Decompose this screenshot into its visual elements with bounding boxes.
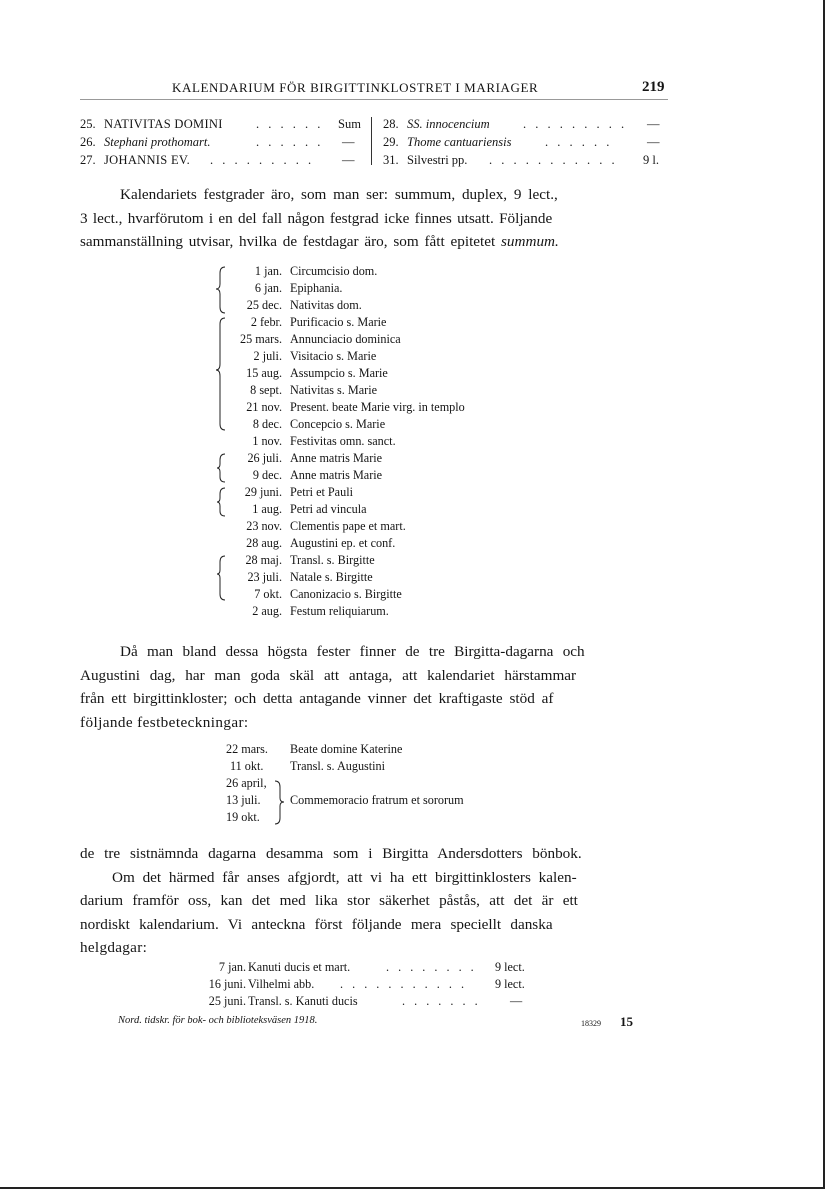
feast-name: Transl. s. Kanuti ducis <box>248 994 358 1008</box>
feast-grade: — <box>647 135 660 149</box>
feast-grade: Sum <box>338 117 361 131</box>
feast-date: 2 febr. <box>250 315 282 329</box>
feast-name: Annunciacio dominica <box>290 332 401 346</box>
day-number: 28. <box>383 117 399 131</box>
text-line: Augustini dag, har man goda skäl att antaga, att kalendariet härstammar <box>80 666 577 684</box>
feast-date: 23 juli. <box>247 570 282 584</box>
feast-date: 28 aug. <box>246 536 282 550</box>
feast-name: Festum reliquiarum. <box>290 604 389 618</box>
page-number: 219 <box>642 79 665 95</box>
feast-name: Anne matris Marie <box>290 451 383 465</box>
leader-dots: . . . . . . <box>545 135 613 149</box>
text-line: Om det härmed får anses afgjordt, att vi ha ett birgittinklosters kalen- <box>112 868 577 886</box>
italic-term: summum. <box>501 233 559 250</box>
leader-dots: . . . . . . . . . <box>523 117 628 131</box>
feast-name: JOHANNIS EV. <box>104 153 191 167</box>
feast-date: 26 april, <box>226 776 267 790</box>
feast-date: 29 juni. <box>244 485 282 499</box>
feast-name: Petri et Pauli <box>290 485 353 499</box>
feast-grade: 9 lect. <box>495 960 525 974</box>
feast-date: 25 mars. <box>240 332 282 346</box>
feast-name: Natale s. Birgitte <box>290 570 373 584</box>
feast-date: 25 juni. <box>208 994 246 1008</box>
text-line: helgdagar: <box>80 939 148 956</box>
feast-name: Nativitas dom. <box>290 298 362 312</box>
text-line: Då man bland dessa högsta fester finner de tre Birgitta-dagarna och <box>120 643 585 660</box>
feast-name: Present. beate Marie virg. in templo <box>290 400 465 414</box>
paragraph-birgitta <box>80 640 585 734</box>
feast-date: 26 juli. <box>247 451 282 465</box>
paragraph-danish <box>80 842 582 960</box>
feast-date: 22 mars. <box>226 742 268 756</box>
feast-date: 16 juni. <box>208 977 246 991</box>
feast-name: Vilhelmi abb. <box>248 977 315 991</box>
feast-name: Commemoracio fratrum et sororum <box>290 793 464 807</box>
feast-date: 1 jan. <box>254 264 282 278</box>
text-line: följande festbeteckningar: <box>80 713 249 731</box>
feast-name: Petri ad vincula <box>290 502 367 516</box>
leader-dots: . . . . . . . . <box>386 960 477 974</box>
day-number: 25. <box>80 117 96 131</box>
feast-name: Festivitas omn. sanct. <box>290 434 396 448</box>
text-line: de tre sistnämnda dagarna desamma som i Birgitta Andersdotters bönbok. <box>80 845 582 862</box>
sheet-number: 15 <box>620 1014 633 1029</box>
feast-date: 7 jan. <box>218 960 246 974</box>
leader-dots: . . . . . . <box>256 117 324 131</box>
feast-name: NATIVITAS DOMINI <box>104 117 223 131</box>
feast-name: Assumpcio s. Marie <box>290 366 388 380</box>
feast-date: 8 sept. <box>250 383 282 397</box>
feast-date: 28 maj. <box>245 553 282 567</box>
feast-date: 13 juli. <box>226 793 261 807</box>
feast-date: 8 dec. <box>252 417 282 431</box>
feast-name: Visitacio s. Marie <box>290 349 377 363</box>
paragraph-festgrader <box>80 183 559 254</box>
day-number: 27. <box>80 153 96 167</box>
leader-dots: . . . . . . . <box>402 994 481 1008</box>
feast-name: Thome cantuariensis <box>407 135 512 149</box>
feast-name: Circumcisio dom. <box>290 264 378 278</box>
feast-name: Transl. s. Birgitte <box>290 553 375 567</box>
leader-dots: . . . . . . <box>256 135 324 149</box>
feast-name: Kanuti ducis et mart. <box>248 960 351 974</box>
commemoration-brace <box>272 780 286 828</box>
feast-grade: 9 lect. <box>495 977 525 991</box>
feast-name: Stephani prothomart. <box>104 135 211 149</box>
header-rule <box>80 99 668 100</box>
text-line: från ett birgittinkloster; och detta antagande vinner det kraftigaste stöd af <box>80 690 554 707</box>
text-line: Kalendariets festgrader äro, som man ser: summum, duplex, 9 lect., <box>120 186 558 203</box>
day-number: 26. <box>80 135 96 149</box>
feast-date: 1 nov. <box>252 434 282 448</box>
feast-date: 21 nov. <box>246 400 282 414</box>
day-number: 31. <box>383 153 399 167</box>
feast-date: 15 aug. <box>246 366 282 380</box>
feast-date: 9 dec. <box>252 468 282 482</box>
leader-dots: . . . . . . . . . . . <box>489 153 618 167</box>
column-divider <box>371 117 372 165</box>
feast-name: Concepcio s. Marie <box>290 417 386 431</box>
text-line: 3 lect., hvarförutom i en del fall någon festgrad icke finnes utsatt. Följande <box>80 209 553 227</box>
feast-name: Augustini ep. et conf. <box>290 536 396 550</box>
feast-date: 6 jan. <box>254 281 282 295</box>
feast-name: Canonizacio s. Birgitte <box>290 587 402 601</box>
group-braces <box>214 264 228 624</box>
feast-name: Nativitas s. Marie <box>290 383 377 397</box>
feast-grade: — <box>342 153 355 167</box>
feast-date: 19 okt. <box>226 810 260 824</box>
feast-name: Epiphania. <box>290 281 343 295</box>
text-line: nordiskt kalendarium. Vi anteckna först följande mera speciellt danska <box>80 915 553 933</box>
text-line: darium framför oss, kan det med lika stor säkerhet påstås, att det är ett <box>80 892 578 909</box>
running-title: KALENDARIUM FÖR BIRGITTINKLOSTRET I MARIAGER <box>172 80 539 95</box>
feast-grade: — <box>510 994 523 1008</box>
feast-name: Clementis pape et mart. <box>290 519 406 533</box>
feast-date: 11 okt. <box>230 759 264 773</box>
feast-name: Beate domine Katerine <box>290 742 403 756</box>
feast-date: 23 nov. <box>246 519 282 533</box>
feast-grade: — <box>342 135 355 149</box>
feast-name: Purificacio s. Marie <box>290 315 387 329</box>
feast-grade: — <box>647 117 660 131</box>
feast-date: 2 aug. <box>252 604 282 618</box>
leader-dots: . . . . . . . . . . . <box>340 977 467 991</box>
printer-signature: 18329 <box>581 1019 601 1028</box>
feast-date: 2 juli. <box>253 349 282 363</box>
feast-date: 25 dec. <box>246 298 282 312</box>
feast-date: 1 aug. <box>252 502 282 516</box>
feast-name: Transl. s. Augustini <box>290 759 386 773</box>
feast-grade: 9 l. <box>643 153 659 167</box>
feast-name: SS. innocencium <box>407 117 490 131</box>
journal-footer: Nord. tidskr. för bok- och biblioteksväsen 1918. <box>118 1015 318 1026</box>
text-line: sammanställning utvisar, hvilka de festdagar äro, som fått epitetet <box>80 233 496 250</box>
day-number: 29. <box>383 135 399 149</box>
feast-name: Anne matris Marie <box>290 468 383 482</box>
feast-name: Silvestri pp. <box>407 153 468 167</box>
feast-date: 7 okt. <box>254 587 282 601</box>
leader-dots: . . . . . . . . . <box>210 153 315 167</box>
